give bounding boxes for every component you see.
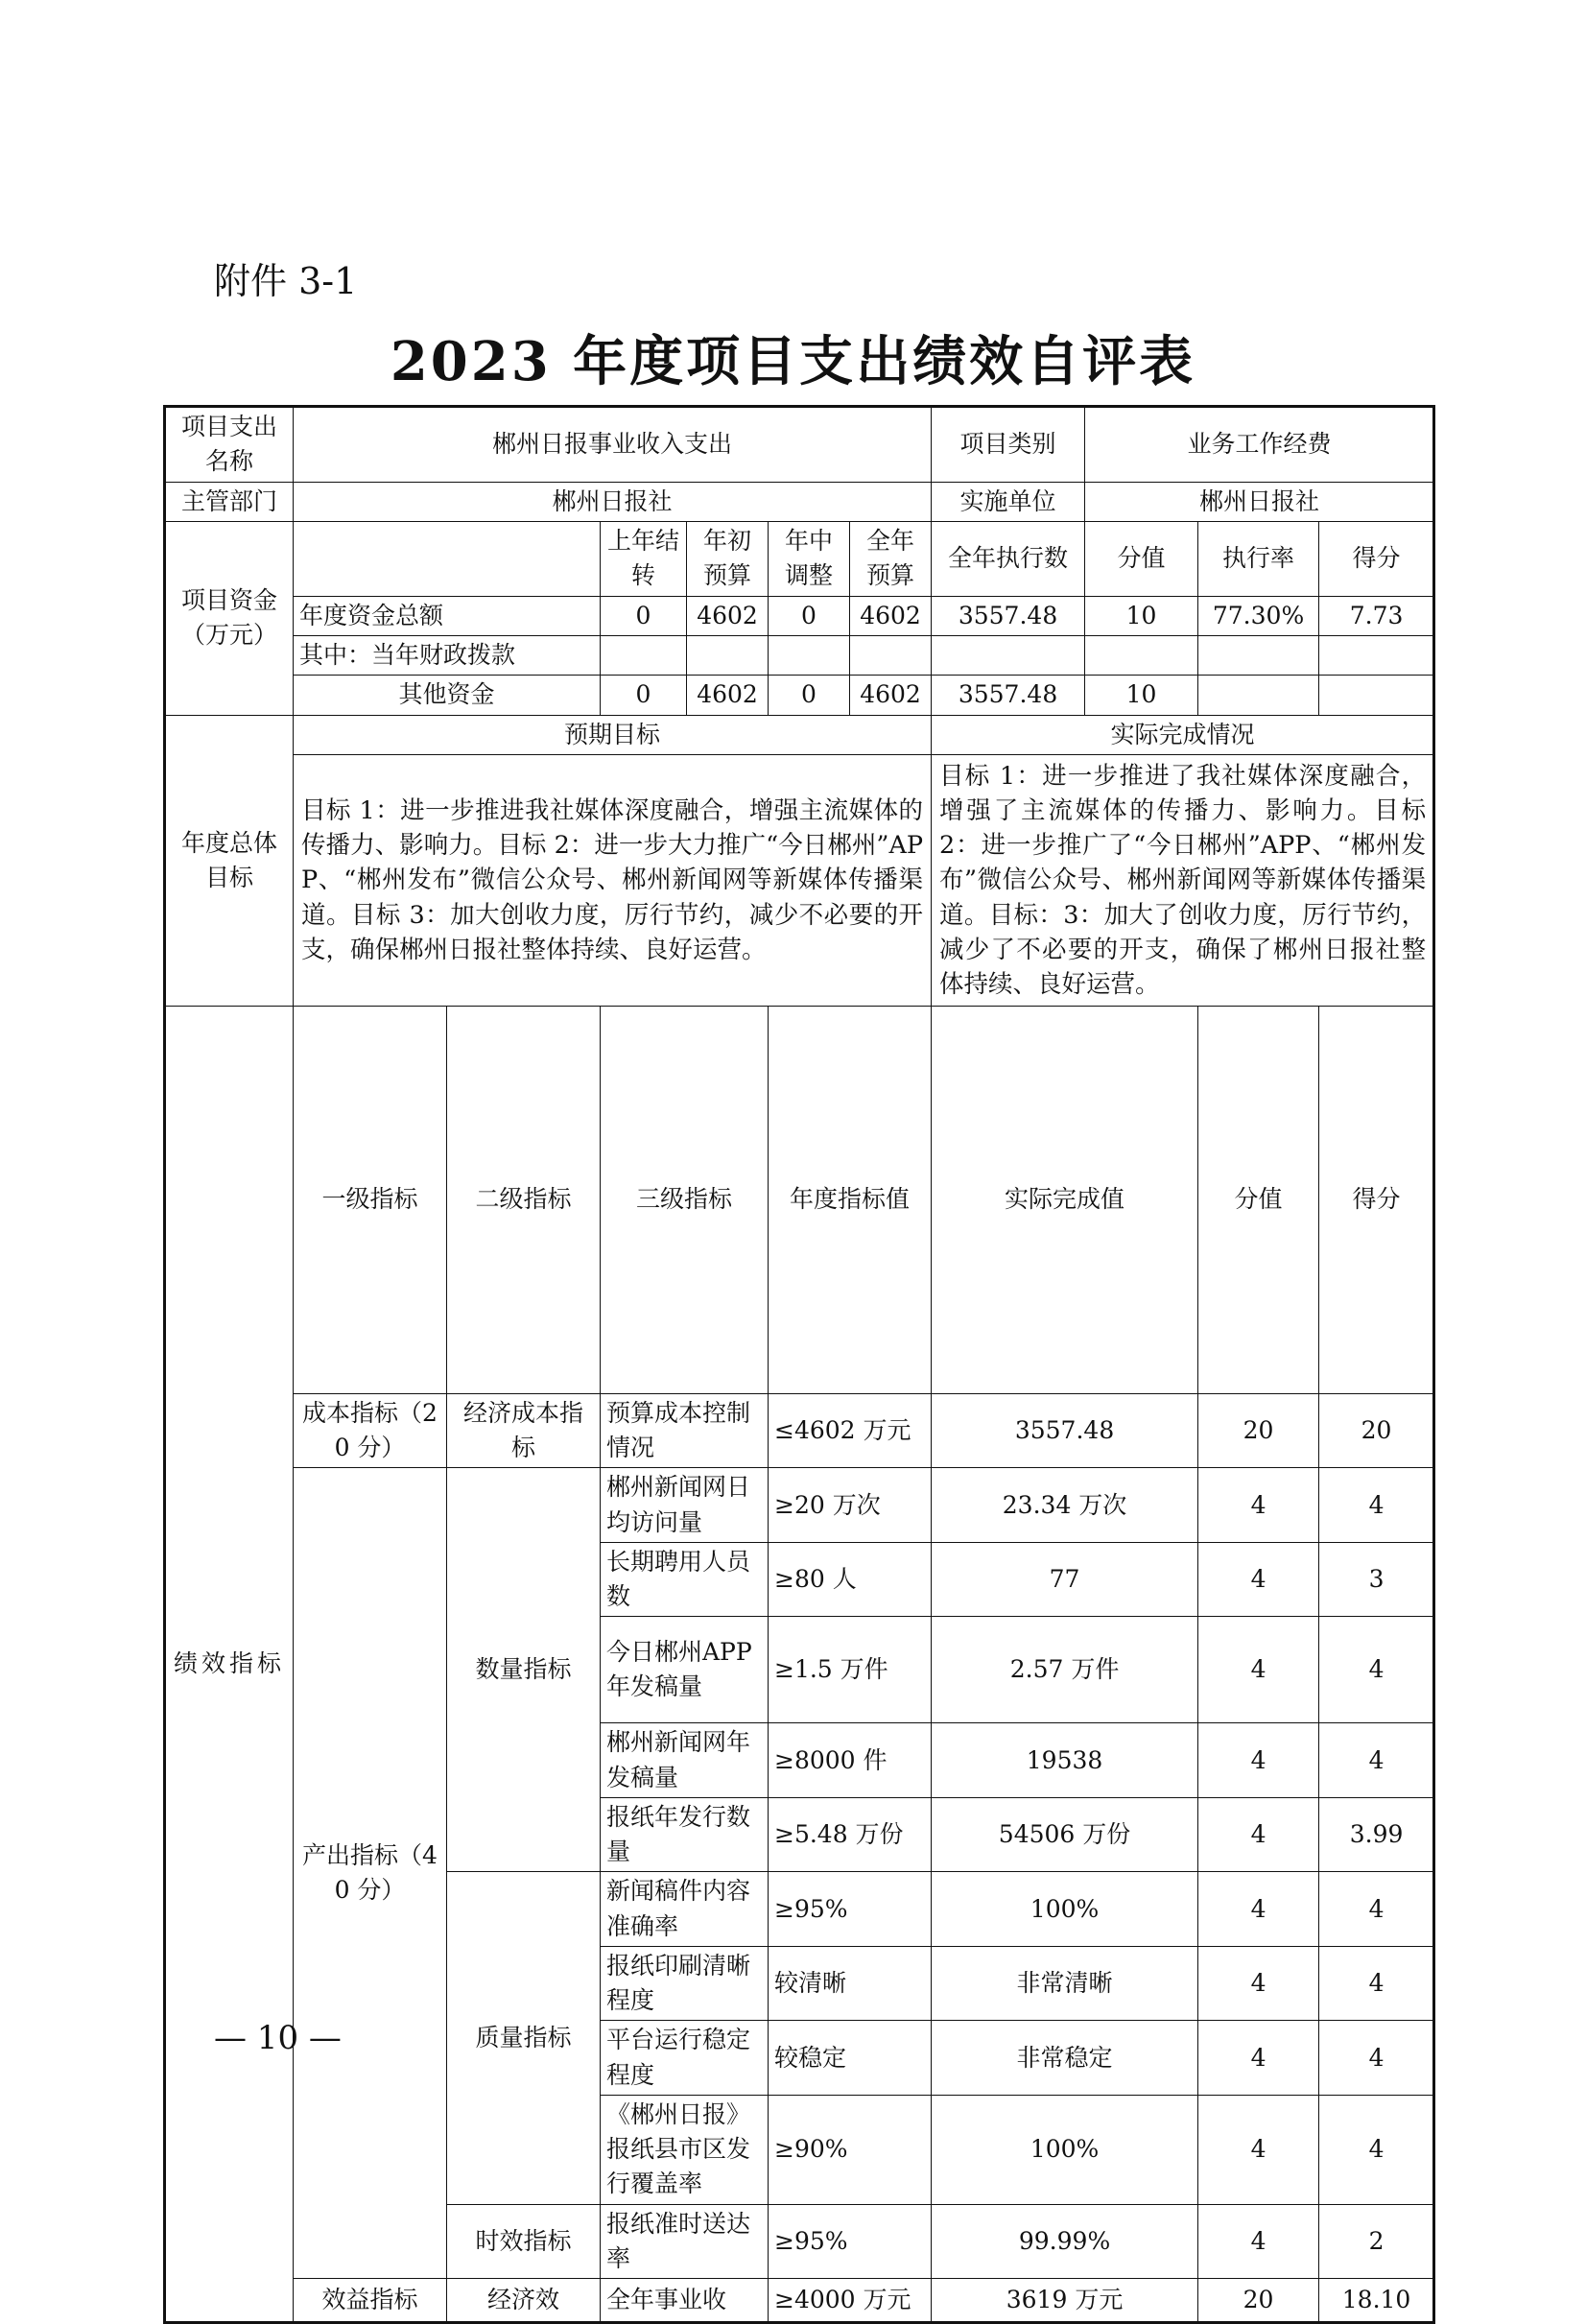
dept-label: 主管部门 bbox=[165, 482, 294, 521]
funds-cell bbox=[1319, 636, 1434, 676]
actual-completion-text: 目标 1：进一步推进了我社媒体深度融合，增强了主流媒体的传播力、影响力。目标 2：进一步推广了“今日郴州”APP、“郴州发布”微信公众号、郴州新闻网等新媒体传播渠道。目标：3：加大了创收力度，厉行节约，减少了不必要的开支，确保了郴州日报社整体持续、良好运营。 bbox=[932, 754, 1434, 1006]
indicator-l3: 全年事业收 bbox=[601, 2279, 769, 2323]
indicator-l3: 报纸准时送达率 bbox=[601, 2204, 769, 2279]
funds-row-name: 年度资金总额 bbox=[294, 596, 601, 635]
level2-quantity: 数量指标 bbox=[447, 1468, 601, 1872]
indicator-header: 三级指标 bbox=[601, 1007, 769, 1394]
goals-label: 年度总体目标 bbox=[165, 715, 294, 1007]
indicator-l3: 今日郴州APP 年发稿量 bbox=[601, 1617, 769, 1723]
indicator-score: 4 bbox=[1198, 2021, 1319, 2096]
indicator-actual: 3619 万元 bbox=[932, 2279, 1198, 2323]
indicator-actual: 2.57 万件 bbox=[932, 1617, 1198, 1723]
indicator-target: ≥4000 万元 bbox=[769, 2279, 932, 2323]
funds-cell bbox=[769, 636, 850, 676]
indicator-target: ≥20 万次 bbox=[769, 1468, 932, 1543]
indicator-got: 2 bbox=[1319, 2204, 1434, 2279]
attachment-label: 附件 3-1 bbox=[214, 260, 358, 302]
funds-cell: 7.73 bbox=[1319, 596, 1434, 635]
indicator-got: 4 bbox=[1319, 1723, 1434, 1798]
dept-value: 郴州日报社 bbox=[294, 482, 932, 521]
funds-header: 分值 bbox=[1085, 521, 1198, 596]
indicator-target: ≥8000 件 bbox=[769, 1723, 932, 1798]
project-name-label: 项目支出名称 bbox=[165, 407, 294, 483]
indicator-actual: 54506 万份 bbox=[932, 1797, 1198, 1872]
indicator-l3: 平台运行稳定程度 bbox=[601, 2021, 769, 2096]
level1-output: 产出指标（40 分） bbox=[294, 1468, 447, 2279]
indicator-score: 4 bbox=[1198, 1872, 1319, 1947]
funds-header: 年中调整 bbox=[769, 521, 850, 596]
indicator-l3: 新闻稿件内容准确率 bbox=[601, 1872, 769, 1947]
level2-timeliness: 时效指标 bbox=[447, 2204, 601, 2279]
indicator-target: ≥95% bbox=[769, 1872, 932, 1947]
indicator-got: 4 bbox=[1319, 1872, 1434, 1947]
funds-cell: 4602 bbox=[850, 596, 932, 635]
funds-cell: 77.30% bbox=[1198, 596, 1319, 635]
indicator-score: 4 bbox=[1198, 1797, 1319, 1872]
funds-cell bbox=[1319, 676, 1434, 715]
level2-cost: 经济成本指标 bbox=[447, 1393, 601, 1468]
funds-cell: 0 bbox=[769, 596, 850, 635]
indicator-got: 4 bbox=[1319, 2095, 1434, 2204]
impl-unit-value: 郴州日报社 bbox=[1085, 482, 1434, 521]
funds-cell: 3557.48 bbox=[932, 676, 1085, 715]
funds-cell: 3557.48 bbox=[932, 596, 1085, 635]
funds-cell bbox=[1198, 676, 1319, 715]
funds-label: 项目资金（万元） bbox=[165, 521, 294, 715]
indicator-l3: 郴州新闻网年发稿量 bbox=[601, 1723, 769, 1798]
indicator-score: 4 bbox=[1198, 2095, 1319, 2204]
indicator-l3: 长期聘用人员数 bbox=[601, 1542, 769, 1617]
funds-cell bbox=[1198, 636, 1319, 676]
funds-header-blank bbox=[294, 521, 601, 596]
indicator-l3: 报纸印刷清晰程度 bbox=[601, 1946, 769, 2021]
indicator-actual: 100% bbox=[932, 1872, 1198, 1947]
indicator-actual: 19538 bbox=[932, 1723, 1198, 1798]
indicator-target: ≥80 人 bbox=[769, 1542, 932, 1617]
indicator-l3: 报纸年发行数量 bbox=[601, 1797, 769, 1872]
funds-row-name: 其他资金 bbox=[294, 676, 601, 715]
indicator-target: ≥95% bbox=[769, 2204, 932, 2279]
funds-cell: 4602 bbox=[687, 596, 769, 635]
indicator-header: 得分 bbox=[1319, 1007, 1434, 1394]
indicator-actual: 非常清晰 bbox=[932, 1946, 1198, 2021]
indicator-got: 18.10 bbox=[1319, 2279, 1434, 2323]
funds-header: 执行率 bbox=[1198, 521, 1319, 596]
indicator-got: 4 bbox=[1319, 2021, 1434, 2096]
funds-header: 得分 bbox=[1319, 521, 1434, 596]
actual-completion-label: 实际完成情况 bbox=[932, 715, 1434, 754]
funds-cell bbox=[687, 636, 769, 676]
level1-benefit: 效益指标 bbox=[294, 2279, 447, 2323]
indicator-score: 4 bbox=[1198, 1617, 1319, 1723]
level2-economic-benefit: 经济效 bbox=[447, 2279, 601, 2323]
indicator-target: ≥90% bbox=[769, 2095, 932, 2204]
funds-cell: 4602 bbox=[850, 676, 932, 715]
indicator-actual: 3557.48 bbox=[932, 1393, 1198, 1468]
indicator-target: ≥5.48 万份 bbox=[769, 1797, 932, 1872]
level1-cost: 成本指标（20 分） bbox=[294, 1393, 447, 1468]
funds-header: 全年预算 bbox=[850, 521, 932, 596]
indicator-score: 4 bbox=[1198, 1946, 1319, 2021]
indicator-score: 4 bbox=[1198, 1468, 1319, 1543]
project-category-value: 业务工作经费 bbox=[1085, 407, 1434, 483]
indicator-header: 年度指标值 bbox=[769, 1007, 932, 1394]
funds-cell: 0 bbox=[601, 596, 687, 635]
expected-goal-text: 目标 1：进一步推进我社媒体深度融合，增强主流媒体的传播力、影响力。目标 2：进一步大力推广“今日郴州”APP、“郴州发布”微信公众号、郴州新闻网等新媒体传播渠道。目标 3：加大创收力度，厉行节约，减少不必要的开支，确保郴州日报社整体持续、良好运营。 bbox=[294, 754, 932, 1006]
indicator-header: 分值 bbox=[1198, 1007, 1319, 1394]
funds-cell bbox=[601, 636, 687, 676]
project-name-value: 郴州日报事业收入支出 bbox=[294, 407, 932, 483]
funds-cell: 10 bbox=[1085, 596, 1198, 635]
page-number: — 10 — bbox=[214, 2019, 342, 2057]
funds-cell: 10 bbox=[1085, 676, 1198, 715]
funds-cell bbox=[1085, 636, 1198, 676]
funds-header: 全年执行数 bbox=[932, 521, 1085, 596]
funds-header: 年初预算 bbox=[687, 521, 769, 596]
impl-unit-label: 实施单位 bbox=[932, 482, 1085, 521]
funds-cell: 4602 bbox=[687, 676, 769, 715]
indicator-got: 4 bbox=[1319, 1617, 1434, 1723]
indicator-target: 较清晰 bbox=[769, 1946, 932, 2021]
expected-goal-label: 预期目标 bbox=[294, 715, 932, 754]
indicator-actual: 非常稳定 bbox=[932, 2021, 1198, 2096]
indicator-score: 4 bbox=[1198, 1723, 1319, 1798]
indicator-header: 一级指标 bbox=[294, 1007, 447, 1394]
indicator-actual: 99.99% bbox=[932, 2204, 1198, 2279]
indicator-got: 3.99 bbox=[1319, 1797, 1434, 1872]
indicator-score: 20 bbox=[1198, 2279, 1319, 2323]
self-evaluation-table bbox=[163, 405, 1435, 2324]
indicator-target: 较稳定 bbox=[769, 2021, 932, 2096]
indicator-target: ≥1.5 万件 bbox=[769, 1617, 932, 1723]
indicator-l3: 《郴州日报》报纸县市区发行覆盖率 bbox=[601, 2095, 769, 2204]
funds-cell bbox=[850, 636, 932, 676]
indicator-got: 3 bbox=[1319, 1542, 1434, 1617]
funds-cell bbox=[932, 636, 1085, 676]
funds-row-name: 其中：当年财政拨款 bbox=[294, 636, 601, 676]
document-title: 2023 年度项目支出绩效自评表 bbox=[390, 330, 1196, 393]
indicator-score: 4 bbox=[1198, 1542, 1319, 1617]
indicator-got: 4 bbox=[1319, 1946, 1434, 2021]
funds-cell: 0 bbox=[769, 676, 850, 715]
indicator-l3: 郴州新闻网日均访问量 bbox=[601, 1468, 769, 1543]
level2-quality: 质量指标 bbox=[447, 1872, 601, 2204]
indicator-actual: 23.34 万次 bbox=[932, 1468, 1198, 1543]
indicator-header: 实际完成值 bbox=[932, 1007, 1198, 1394]
indicator-got: 20 bbox=[1319, 1393, 1434, 1468]
indicator-actual: 100% bbox=[932, 2095, 1198, 2204]
indicators-label: 绩效指标 bbox=[165, 1007, 294, 2323]
indicator-score: 4 bbox=[1198, 2204, 1319, 2279]
indicator-score: 20 bbox=[1198, 1393, 1319, 1468]
project-category-label: 项目类别 bbox=[932, 407, 1085, 483]
indicator-header: 二级指标 bbox=[447, 1007, 601, 1394]
funds-cell: 0 bbox=[601, 676, 687, 715]
indicator-target: ≤4602 万元 bbox=[769, 1393, 932, 1468]
indicator-got: 4 bbox=[1319, 1468, 1434, 1543]
indicator-actual: 77 bbox=[932, 1542, 1198, 1617]
indicator-l3: 预算成本控制情况 bbox=[601, 1393, 769, 1468]
funds-header: 上年结转 bbox=[601, 521, 687, 596]
